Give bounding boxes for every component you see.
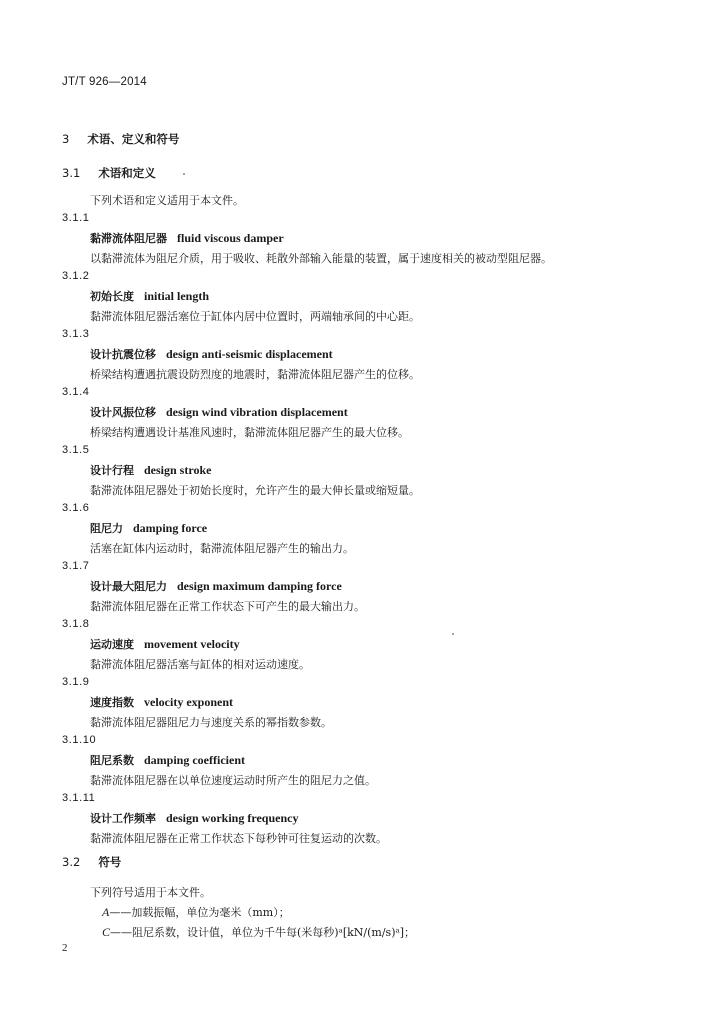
term-en: damping coefficient: [144, 753, 245, 767]
section-3-2-heading: [62, 854, 121, 870]
term-entry: [62, 676, 662, 734]
section-3-1-heading: [62, 165, 156, 181]
term-entry: [62, 502, 662, 560]
term-zh: 设计风振位移: [90, 406, 156, 419]
term-number: 3.1.2: [62, 270, 90, 282]
term-title: [90, 694, 233, 710]
term-title: [90, 462, 211, 478]
term-en: design anti-seismic displacement: [166, 347, 333, 361]
term-title: [90, 230, 284, 246]
term-entry: [62, 618, 662, 676]
section-3-heading: [62, 131, 179, 147]
term-number: 3.1.9: [62, 676, 90, 688]
term-entry: [62, 328, 662, 386]
term-number: 3.1.10: [62, 734, 97, 746]
symbol-letter: C: [102, 925, 111, 939]
term-title: [90, 520, 207, 536]
term-en: design maximum damping force: [177, 579, 342, 593]
term-zh: 初始长度: [90, 290, 134, 303]
term-number: 3.1.7: [62, 560, 90, 572]
symbol-entry: [102, 904, 290, 920]
term-en: fluid viscous damper: [177, 231, 284, 245]
section-3-title: 术语、定义和符号: [87, 132, 180, 146]
term-number: 3.1.1: [62, 212, 90, 224]
term-number: 3.1.6: [62, 502, 90, 514]
term-definition: 桥梁结构遭遇抗震设防烈度的地震时，黏滞流体阻尼器产生的位移。: [90, 368, 420, 381]
symbol-description: ——加载振幅，单位为毫米（mm）；: [109, 906, 290, 919]
term-title: [90, 288, 209, 304]
term-entry: [62, 734, 662, 792]
term-definition: 黏滞流体阻尼器阻尼力与速度关系的幂指数参数。: [90, 716, 332, 729]
term-entry: [62, 444, 662, 502]
term-zh: 设计行程: [90, 464, 134, 477]
term-number: 3.1.3: [62, 328, 90, 340]
term-entry: [62, 270, 662, 328]
symbol-entry: [102, 924, 415, 940]
section-3-number: 3: [62, 132, 70, 146]
term-definition: 以黏滞流体为阻尼介质，用于吸收、耗散外部输入能量的装置，属于速度相关的被动型阻尼器。: [90, 252, 552, 265]
speck-mark: [452, 633, 454, 635]
symbol-description: ——阻尼系数，设计值，单位为千牛每(米每秒)ᵃ[kN/(m/s)ᵃ]；: [110, 926, 416, 939]
term-definition: 活塞在缸体内运动时，黏滞流体阻尼器产生的输出力。: [90, 542, 354, 555]
term-definition: 黏滞流体阻尼器在正常工作状态下可产生的最大输出力。: [90, 600, 365, 613]
term-zh: 阻尼力: [90, 522, 123, 535]
term-definition: 黏滞流体阻尼器活塞与缸体的相对运动速度。: [90, 658, 310, 671]
term-en: velocity exponent: [144, 695, 233, 709]
term-zh: 阻尼系数: [90, 754, 134, 767]
term-en: design working frequency: [166, 811, 299, 825]
term-en: movement velocity: [144, 637, 240, 651]
term-zh: 速度指数: [90, 696, 134, 709]
term-zh: 设计最大阻尼力: [90, 580, 167, 593]
term-definition: 黏滞流体阻尼器在正常工作状态下每秒钟可往复运动的次数。: [90, 832, 387, 845]
term-entry: [62, 560, 662, 618]
speck-mark: [183, 173, 185, 175]
term-number: 3.1.11: [62, 792, 96, 804]
term-zh: 黏滞流体阻尼器: [90, 232, 167, 245]
term-number: 3.1.8: [62, 618, 90, 630]
section-3-1-number: 3.1: [62, 166, 81, 180]
term-entry: [62, 792, 662, 850]
term-definition: 桥梁结构遭遇设计基准风速时，黏滞流体阻尼器产生的最大位移。: [90, 426, 409, 439]
term-title: [90, 404, 348, 420]
term-zh: 运动速度: [90, 638, 134, 651]
symbol-letter: A: [102, 905, 110, 919]
term-en: design stroke: [144, 463, 212, 477]
term-list: [62, 212, 662, 850]
term-title: [90, 810, 298, 826]
term-title: [90, 578, 342, 594]
term-zh: 设计抗震位移: [90, 348, 156, 361]
term-entry: [62, 212, 662, 270]
term-title: [90, 636, 240, 652]
section-3-1-intro: 下列术语和定义适用于本文件。: [90, 194, 244, 207]
section-3-2-intro: 下列符号适用于本文件。: [90, 886, 211, 899]
term-title: [90, 752, 245, 768]
term-en: initial length: [144, 289, 210, 303]
page-number: 2: [62, 942, 68, 954]
term-entry: [62, 386, 662, 444]
term-definition: 黏滞流体阻尼器处于初始长度时，允许产生的最大伸长量或缩短量。: [90, 484, 420, 497]
term-title: [90, 346, 333, 362]
term-en: design wind vibration displacement: [166, 405, 348, 419]
term-number: 3.1.4: [62, 386, 90, 398]
standard-code-header: JT/T 926—2014: [62, 76, 147, 88]
term-zh: 设计工作频率: [90, 812, 156, 825]
term-definition: 黏滞流体阻尼器在以单位速度运动时所产生的阻尼力之值。: [90, 774, 376, 787]
term-definition: 黏滞流体阻尼器活塞位于缸体内居中位置时，两端轴承间的中心距。: [90, 310, 420, 323]
section-3-1-title: 术语和定义: [98, 166, 156, 180]
section-3-2-number: 3.2: [62, 855, 81, 869]
term-en: damping force: [133, 521, 208, 535]
term-number: 3.1.5: [62, 444, 90, 456]
section-3-2-title: 符号: [98, 855, 122, 869]
